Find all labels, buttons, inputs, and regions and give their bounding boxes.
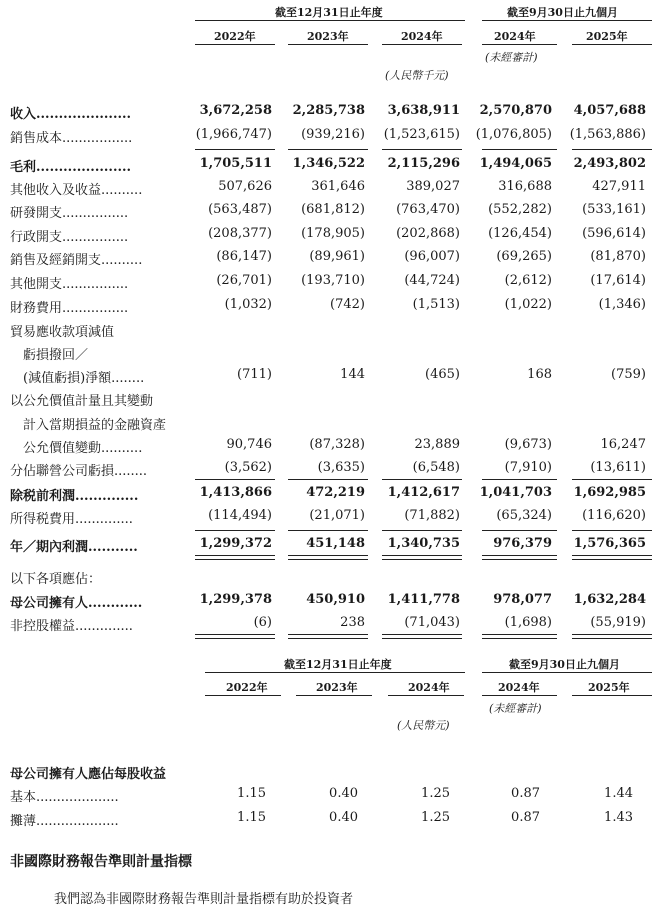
row-value: 1,692,985 <box>573 485 646 500</box>
year-rule <box>482 44 557 45</box>
eps-row-value: 0.40 <box>329 810 358 825</box>
row-label: 母公司擁有人............ <box>10 596 143 611</box>
row-label: 行政開支................ <box>10 230 129 245</box>
subtotal-rule <box>288 530 368 531</box>
row-value: 1,632,284 <box>573 592 646 607</box>
total-double-rule <box>482 555 557 560</box>
subtotal-rule <box>482 530 557 531</box>
row-label: (減值虧損)淨額........ <box>10 371 145 386</box>
row-value: (533,161) <box>582 202 646 217</box>
eps-row-value: 1.15 <box>237 786 266 801</box>
row-value: (21,071) <box>309 508 365 523</box>
year-header: 2023年 <box>307 30 349 43</box>
row-value: (6) <box>253 615 272 630</box>
row-value: 238 <box>340 615 365 630</box>
row-value: (65,324) <box>496 508 552 523</box>
row-value: 472,219 <box>306 485 365 500</box>
year-rule <box>382 44 462 45</box>
row-value: (96,007) <box>404 249 460 264</box>
row-value: (1,966,747) <box>195 127 272 142</box>
subtotal-rule <box>195 530 275 531</box>
subtotal-rule <box>482 149 557 150</box>
row-value: (87,328) <box>309 437 365 452</box>
unit-note: (人民幣千元) <box>385 69 449 82</box>
row-value: (44,724) <box>404 273 460 288</box>
row-value: 2,115,296 <box>387 156 460 171</box>
row-label: 銷售成本................. <box>10 131 133 146</box>
year-rule <box>195 44 275 45</box>
row-label: 研發開支................ <box>10 206 129 221</box>
row-value: (596,614) <box>582 226 646 241</box>
row-value: 168 <box>527 367 552 382</box>
group-header-annual: 截至12月31日止年度 <box>284 658 392 671</box>
row-value: (89,961) <box>309 249 365 264</box>
row-value: 316,688 <box>498 179 552 194</box>
row-value: (3,562) <box>224 460 272 475</box>
eps-row-value: 1.15 <box>237 810 266 825</box>
row-value: (681,812) <box>301 202 365 217</box>
row-value: (178,905) <box>301 226 365 241</box>
subtotal-rule <box>288 479 368 480</box>
subtotal-rule <box>572 479 652 480</box>
row-value: (1,698) <box>504 615 552 630</box>
eps-row-value: 0.87 <box>511 786 540 801</box>
eps-row-value: 1.25 <box>421 786 450 801</box>
row-value: 361,646 <box>311 179 365 194</box>
row-value: (939,216) <box>301 127 365 142</box>
unaudited-note: (未經審計) <box>489 702 542 715</box>
year-rule <box>205 695 281 696</box>
row-label: 計入當期損益的金融資產 <box>10 418 167 433</box>
row-value: 1,340,735 <box>387 536 460 551</box>
row-value: 3,638,911 <box>387 103 460 118</box>
row-value: 2,493,802 <box>573 156 646 171</box>
row-value: 1,412,617 <box>387 485 460 500</box>
row-value: (71,882) <box>404 508 460 523</box>
row-value: 1,705,511 <box>199 156 272 171</box>
group-header-nine-months: 截至9月30日止九個月 <box>507 6 618 19</box>
row-value: (202,868) <box>396 226 460 241</box>
row-label: 以下各項應佔： <box>10 572 102 587</box>
row-value: (465) <box>425 367 460 382</box>
row-value: 451,148 <box>306 536 365 551</box>
group-header-annual: 截至12月31日止年度 <box>275 6 383 19</box>
section-heading: 非國際財務報告準則計量指標 <box>10 854 192 870</box>
subtotal-rule <box>382 149 462 150</box>
row-value: 2,285,738 <box>292 103 365 118</box>
header-rule <box>482 672 652 673</box>
year-header: 2024年 <box>408 681 450 694</box>
row-value: (1,032) <box>224 297 272 312</box>
eps-row-value: 1.44 <box>604 786 633 801</box>
year-header: 2024年 <box>494 30 536 43</box>
year-header: 2022年 <box>226 681 268 694</box>
row-value: (1,513) <box>412 297 460 312</box>
row-value: 976,379 <box>493 536 552 551</box>
row-value: (552,282) <box>488 202 552 217</box>
row-value: 1,413,866 <box>199 485 272 500</box>
row-label: 銷售及經銷開支.......... <box>10 253 143 268</box>
row-value: (1,523,615) <box>383 127 460 142</box>
row-value: 4,057,688 <box>573 103 646 118</box>
row-value: (9,673) <box>504 437 552 452</box>
body-text-cut: 我們認為非國際財務報告準則計量指標有助於投資者 <box>54 892 354 907</box>
row-value: (759) <box>611 367 646 382</box>
row-value: (13,611) <box>590 460 646 475</box>
row-label: 除税前利潤.............. <box>10 489 139 504</box>
year-rule <box>388 695 464 696</box>
row-label: 所得税費用.............. <box>10 512 133 527</box>
year-header: 2023年 <box>316 681 358 694</box>
row-label: 以公允價值計量且其變動 <box>10 394 154 409</box>
row-value: (711) <box>237 367 272 382</box>
subtotal-rule <box>482 479 557 480</box>
header-rule <box>195 20 465 21</box>
subtotal-rule <box>382 479 462 480</box>
row-label: 分佔聯營公司虧損........ <box>10 464 148 479</box>
year-header: 2025年 <box>586 30 628 43</box>
subtotal-rule <box>382 530 462 531</box>
row-value: 1,576,365 <box>573 536 646 551</box>
total-double-rule <box>572 555 652 560</box>
row-value: (86,147) <box>216 249 272 264</box>
row-value: (742) <box>330 297 365 312</box>
subtotal-rule <box>288 149 368 150</box>
row-value: (763,470) <box>396 202 460 217</box>
total-double-rule <box>288 555 368 560</box>
eps-row-value: 1.25 <box>421 810 450 825</box>
row-value: (193,710) <box>301 273 365 288</box>
row-value: (2,612) <box>504 273 552 288</box>
row-label: 毛利..................... <box>10 160 132 175</box>
row-value: 1,299,372 <box>199 536 272 551</box>
row-value: (208,377) <box>208 226 272 241</box>
row-value: (3,635) <box>317 460 365 475</box>
row-label: 財務費用................ <box>10 301 129 316</box>
row-value: (1,076,805) <box>475 127 552 142</box>
row-value: (114,494) <box>208 508 272 523</box>
eps-row-value: 0.40 <box>329 786 358 801</box>
group-header-nine-months: 截至9月30日止九個月 <box>509 658 620 671</box>
row-value: 1,041,703 <box>479 485 552 500</box>
row-value: (1,022) <box>504 297 552 312</box>
unit-note: (人民幣元) <box>397 719 450 732</box>
total-double-rule <box>482 634 557 639</box>
year-rule <box>296 695 372 696</box>
row-value: 507,626 <box>218 179 272 194</box>
row-value: 2,570,870 <box>479 103 552 118</box>
row-value: (563,487) <box>208 202 272 217</box>
row-label: 收入..................... <box>10 107 132 122</box>
header-rule <box>482 20 652 21</box>
row-label: 其他開支................ <box>10 277 129 292</box>
row-value: (17,614) <box>590 273 646 288</box>
row-label: 年／期內利潤........... <box>10 540 138 555</box>
total-double-rule <box>195 555 275 560</box>
year-header: 2024年 <box>498 681 540 694</box>
row-value: 3,672,258 <box>199 103 272 118</box>
row-label: 虧損撥回／ <box>10 348 89 363</box>
row-value: (69,265) <box>496 249 552 264</box>
eps-title: 母公司擁有人應佔每股收益 <box>10 767 167 782</box>
row-value: 978,077 <box>493 592 552 607</box>
row-label: 非控股權益.............. <box>10 619 133 634</box>
row-value: 1,346,522 <box>292 156 365 171</box>
eps-row-label: 基本.................... <box>10 790 119 805</box>
row-value: (6,548) <box>412 460 460 475</box>
eps-row-value: 1.43 <box>604 810 633 825</box>
eps-row-value: 0.87 <box>511 810 540 825</box>
header-rule <box>205 672 465 673</box>
subtotal-rule <box>572 149 652 150</box>
row-value: 1,299,378 <box>199 592 272 607</box>
total-double-rule <box>195 634 275 639</box>
row-value: (116,620) <box>582 508 646 523</box>
unaudited-note: (未經審計) <box>485 51 538 64</box>
row-value: 1,411,778 <box>387 592 460 607</box>
year-rule <box>288 44 368 45</box>
row-value: (26,701) <box>216 273 272 288</box>
row-value: (55,919) <box>590 615 646 630</box>
total-double-rule <box>288 634 368 639</box>
row-label: 公允價值變動.......... <box>10 441 143 456</box>
year-rule <box>482 695 557 696</box>
year-header: 2024年 <box>401 30 443 43</box>
year-rule <box>572 695 652 696</box>
total-double-rule <box>382 634 462 639</box>
row-label: 其他收入及收益.......... <box>10 183 143 198</box>
year-header: 2025年 <box>588 681 630 694</box>
subtotal-rule <box>195 479 275 480</box>
row-value: 144 <box>340 367 365 382</box>
row-value: (7,910) <box>504 460 552 475</box>
total-double-rule <box>382 555 462 560</box>
row-value: (126,454) <box>488 226 552 241</box>
eps-row-label: 攤薄.................... <box>10 814 119 829</box>
subtotal-rule <box>572 530 652 531</box>
row-value: 16,247 <box>600 437 646 452</box>
row-value: 1,494,065 <box>479 156 552 171</box>
total-double-rule <box>572 634 652 639</box>
subtotal-rule <box>195 149 275 150</box>
row-value: 427,911 <box>592 179 646 194</box>
year-header: 2022年 <box>214 30 256 43</box>
row-value: 450,910 <box>306 592 365 607</box>
row-value: (1,563,886) <box>569 127 646 142</box>
row-value: (71,043) <box>404 615 460 630</box>
row-value: 23,889 <box>414 437 460 452</box>
row-value: (1,346) <box>598 297 646 312</box>
row-value: 90,746 <box>226 437 272 452</box>
year-rule <box>572 44 652 45</box>
row-value: 389,027 <box>406 179 460 194</box>
row-label: 貿易應收款項減值 <box>10 325 115 340</box>
row-value: (81,870) <box>590 249 646 264</box>
